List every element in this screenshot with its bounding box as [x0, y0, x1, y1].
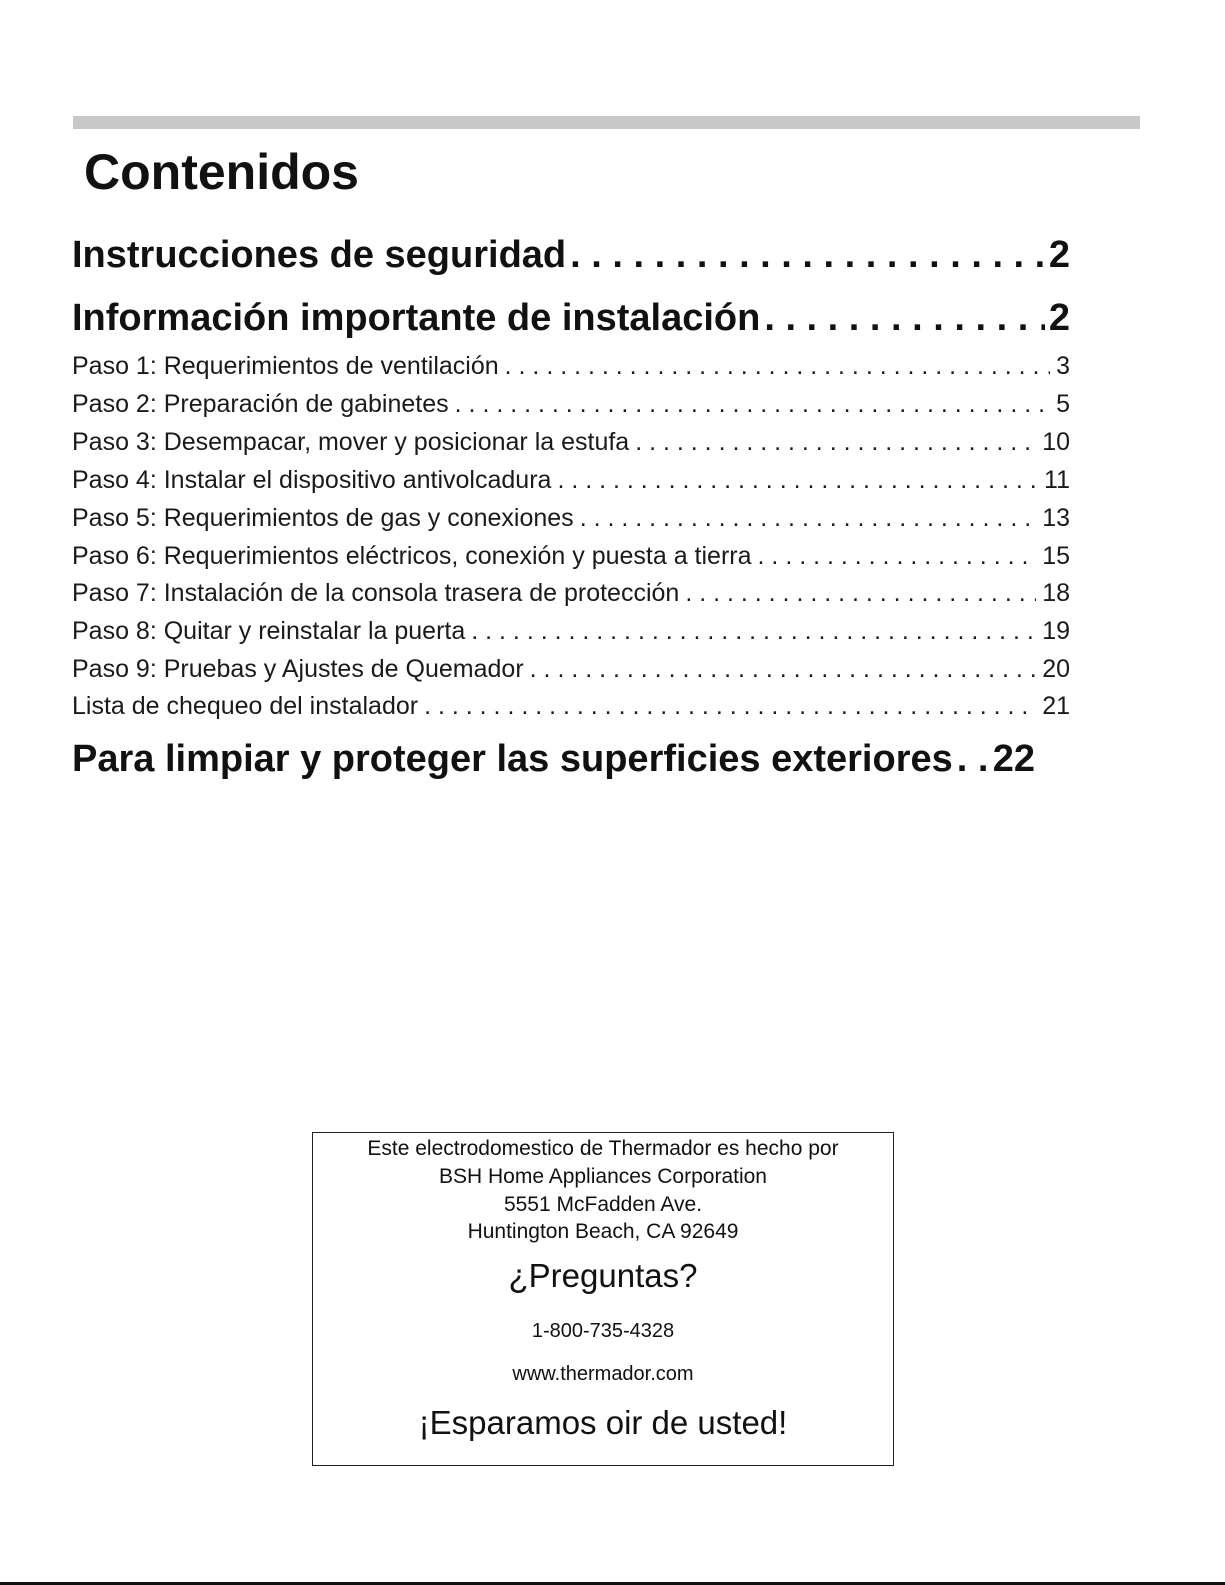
- toc-entry-label: Información importante de instalación: [72, 297, 761, 339]
- toc-entry-label: Instrucciones de seguridad: [72, 234, 567, 276]
- toc-entry-safety[interactable]: [72, 232, 1070, 278]
- toc-entry-label: Paso 2: Preparación de gabinetes: [72, 390, 449, 418]
- toc-leader-dots: [570, 232, 1045, 278]
- toc-entry-page: 18: [1042, 579, 1070, 607]
- toc-entry-page: 21: [1042, 692, 1070, 720]
- toc-leader-dots: [505, 350, 1050, 382]
- toc-entry-page: 2: [1048, 234, 1070, 276]
- website-link[interactable]: www.thermador.com: [512, 1363, 694, 1385]
- company-name: BSH Home Appliances Corporation: [438, 1165, 767, 1188]
- top-divider-bar: [73, 116, 1140, 129]
- toc-entry-step-1[interactable]: [72, 350, 1070, 382]
- toc-entry-step-8[interactable]: [72, 615, 1070, 647]
- toc-entry-page: 22: [992, 738, 1036, 780]
- toc-leader-dots: [424, 690, 1036, 722]
- toc-entry-label: Paso 9: Pruebas y Ajustes de Quemador: [72, 655, 524, 683]
- toc-entry-label: Paso 3: Desempacar, mover y posicionar la estufa: [72, 428, 630, 456]
- toc-entry-step-9[interactable]: [72, 653, 1070, 685]
- toc-leader-dots: [580, 502, 1037, 534]
- toc-entry-checklist[interactable]: [72, 690, 1070, 722]
- toc-entry-label: Para limpiar y proteger las superficies exteriores: [72, 738, 953, 780]
- closing-message: ¡Esparamos oir de usted!: [418, 1404, 788, 1441]
- toc-entry-step-3[interactable]: [72, 426, 1070, 458]
- street-address: 5551 McFadden Ave.: [503, 1193, 703, 1216]
- toc-entry-step-2[interactable]: [72, 388, 1070, 420]
- toc-entry-page: 20: [1042, 655, 1070, 683]
- toc-leader-dots: [471, 615, 1036, 647]
- toc-entry-step-7[interactable]: [72, 577, 1070, 609]
- page-title: Contenidos: [84, 144, 359, 200]
- toc-entry-label: Paso 7: Instalación de la consola trasera de protección: [72, 579, 680, 607]
- toc-entry-page: 3: [1056, 352, 1070, 380]
- toc-entry-label: Lista de chequeo del instalador: [72, 692, 419, 720]
- toc-entry-label: Paso 1: Requerimientos de ventilación: [72, 352, 499, 380]
- toc-entry-installation-info[interactable]: [72, 295, 1070, 341]
- city-address: Huntington Beach, CA 92649: [467, 1220, 739, 1243]
- toc-entry-page: 15: [1042, 542, 1070, 570]
- toc-entry-label: Paso 8: Quitar y reinstalar la puerta: [72, 617, 466, 645]
- toc-leader-dots: [530, 653, 1037, 685]
- toc-entry-label: Paso 6: Requerimientos eléctricos, conexión y puesta a tierra: [72, 542, 752, 570]
- toc-leader-dots: [455, 388, 1050, 420]
- toc-entry-step-5[interactable]: [72, 502, 1070, 534]
- toc-entry-step-4[interactable]: [72, 464, 1070, 496]
- toc-entry-step-6[interactable]: [72, 540, 1070, 572]
- toc-entry-page: 5: [1056, 390, 1070, 418]
- toc-leader-dots: [685, 577, 1036, 609]
- toc-leader-dots: [764, 295, 1045, 341]
- toc-leader-dots: [758, 540, 1037, 572]
- toc-leader-dots: [635, 426, 1036, 458]
- toc-entry-cleaning[interactable]: [72, 736, 1070, 782]
- toc-entry-label: Paso 4: Instalar el dispositivo antivolcadura: [72, 466, 552, 494]
- toc-entry-page: 19: [1042, 617, 1070, 645]
- toc-entry-page: 2: [1048, 297, 1070, 339]
- phone-number[interactable]: 1-800-735-4328: [531, 1320, 675, 1342]
- toc-leader-dots: [557, 464, 1038, 496]
- manufacturer-info-box: [312, 1132, 894, 1466]
- toc-leader-dots: [957, 736, 989, 782]
- toc-entry-page: 10: [1042, 428, 1070, 456]
- questions-heading: ¿Preguntas?: [508, 1257, 698, 1294]
- toc-entry-label: Paso 5: Requerimientos de gas y conexiones: [72, 504, 574, 532]
- manufacturer-statement: Este electrodomestico de Thermador es hecho por: [367, 1137, 839, 1160]
- toc-entry-page: 11: [1044, 466, 1070, 494]
- toc-entry-page: 13: [1042, 504, 1070, 532]
